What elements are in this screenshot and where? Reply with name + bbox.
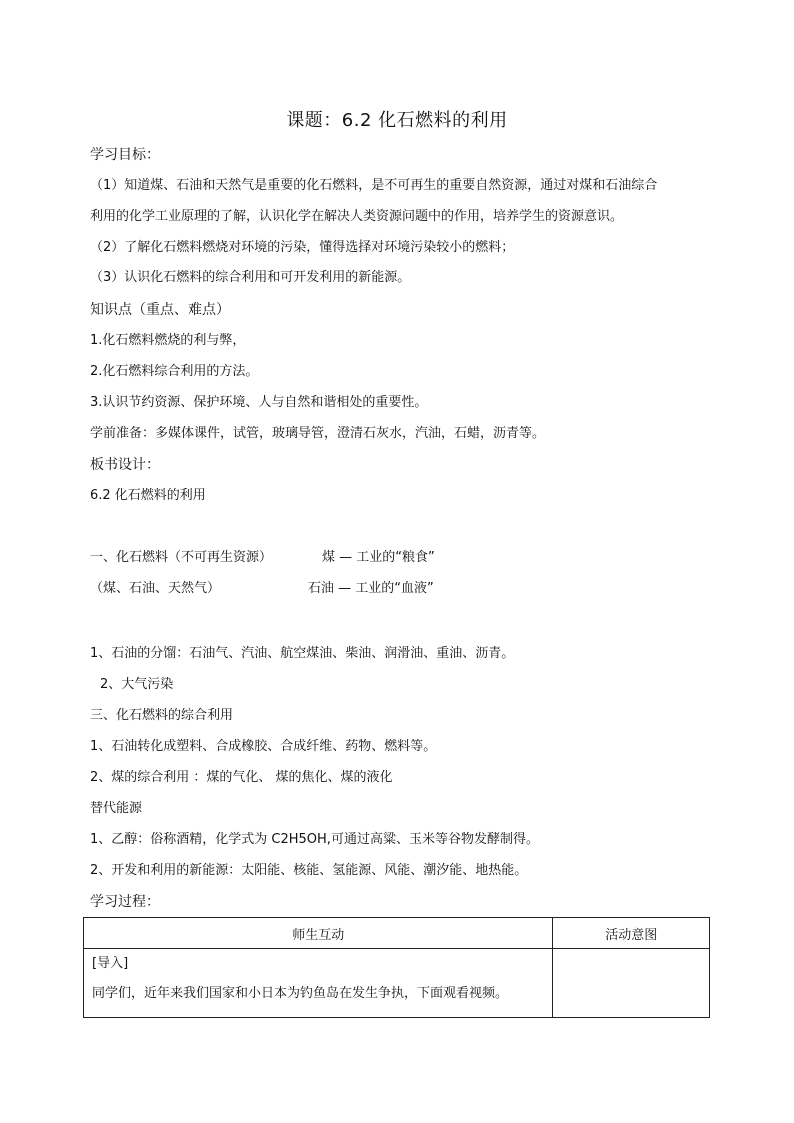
objective-line-2: 利用的化学工业原理的了解，认识化学在解决人类资源问题中的作用，培养学生的资源意识。 <box>90 209 624 224</box>
board-heading: 板书设计： <box>90 457 160 473</box>
objective-line-1: （1）知道煤、石油和天然气是重要的化石燃料，是不可再生的重要自然资源，通过对煤和石油综合 <box>90 178 658 193</box>
knowledge-heading: 知识点（重点、难点） <box>90 302 230 318</box>
board-row2-right: 石油 — 工业的“血液” <box>308 581 434 596</box>
board-line-g: 1、乙醇：俗称酒精，化学式为 C2H5OH,可通过高粱、玉米等谷物发酵制得。 <box>90 832 539 847</box>
board-line-d: 1、石油转化成塑料、合成橡胶、合成纤维、药物、燃料等。 <box>90 739 437 754</box>
objective-line-4: （3）认识化石燃料的综合利用和可开发利用的新能源。 <box>90 270 411 285</box>
table-header-cell: 师生互动 <box>84 918 553 949</box>
board-row1-right: 煤 — 工业的“粮食” <box>322 550 435 565</box>
process-table <box>83 917 710 1018</box>
process-heading: 学习过程： <box>90 894 160 910</box>
knowledge-item-1: 1.化石燃料燃烧的利与弊， <box>90 333 246 348</box>
intro-label: [导入] <box>92 956 129 971</box>
table-row <box>84 949 710 1018</box>
board-row2-left: （煤、石油、天然气） <box>90 581 221 596</box>
lesson-title: 课题：6.2 化石燃料的利用 <box>286 110 508 131</box>
objective-line-3: （2）了解化石燃料燃烧对环境的污染，懂得选择对环境污染较小的燃料； <box>90 240 515 255</box>
table-cell-interaction <box>84 949 553 1018</box>
knowledge-item-3: 3.认识节约资源、保护环境、人与自然和谐相处的重要性。 <box>90 395 428 410</box>
intro-text: 同学们，近年来我们国家和小日本为钓鱼岛在发生争执，下面观看视频。 <box>92 986 509 1001</box>
table-header-cell: 活动意图 <box>553 918 710 949</box>
board-line-h: 2、开发和利用的新能源：太阳能、核能、氢能源、风能、潮汐能、地热能。 <box>90 863 528 878</box>
table-cell-intent <box>553 949 710 1018</box>
board-line-a: 1、石油的分馏：石油气、汽油、航空煤油、柴油、润滑油、重油、沥青。 <box>90 646 515 661</box>
objectives-heading: 学习目标： <box>90 147 160 163</box>
board-subtitle: 6.2 化石燃料的利用 <box>90 488 206 503</box>
table-header-row <box>84 918 710 949</box>
board-line-e: 2、煤的综合利用 ：煤的气化、 煤的焦化、煤的液化 <box>90 770 393 785</box>
board-line-c: 三、化石燃料的综合利用 <box>90 708 234 723</box>
board-line-f: 替代能源 <box>90 801 143 816</box>
knowledge-item-2: 2.化石燃料综合利用的方法。 <box>90 364 259 379</box>
prep-line: 学前准备：多媒体课件，试管，玻璃导管，澄清石灰水，汽油，石蜡，沥青等。 <box>90 426 546 441</box>
board-row1-left: 一、化石燃料（不可再生资源） <box>90 550 273 565</box>
board-line-b: 2、大气污染 <box>100 677 174 692</box>
